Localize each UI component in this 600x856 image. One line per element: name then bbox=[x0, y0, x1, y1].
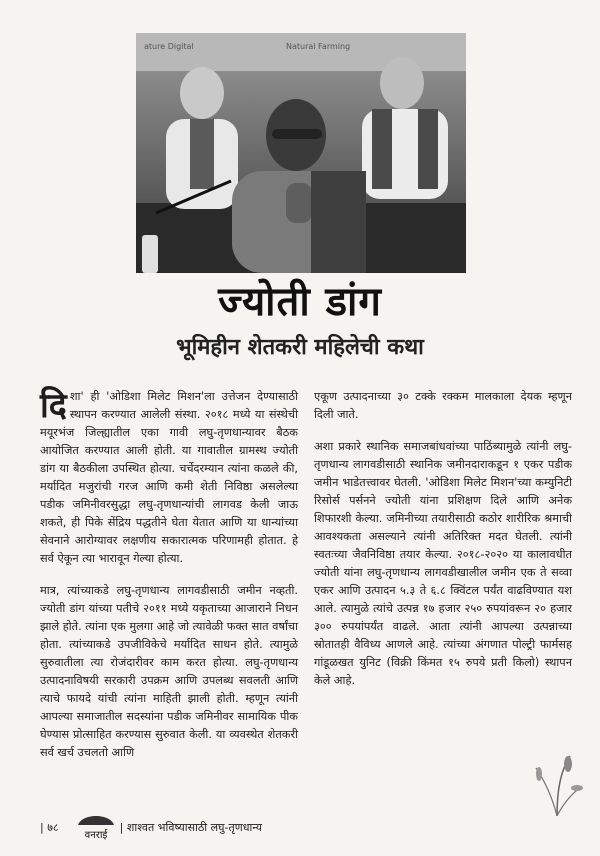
drop-cap: दि bbox=[40, 386, 67, 426]
paragraph-1 bbox=[40, 388, 298, 568]
article-title: ज्योती डांग bbox=[218, 279, 382, 325]
left-column bbox=[40, 388, 298, 776]
photo-banner-text-2: Natural Farming bbox=[286, 42, 351, 51]
article-subtitle: भूमिहीन शेतकरी महिलेची कथा bbox=[176, 335, 424, 360]
logo-text: वनराई bbox=[84, 830, 108, 841]
paragraph-1-text: शा' ही 'ओडिशा मिलेट मिशन'ला उत्तेजन देण्यासाठी स्थापन करण्यात आलेली संस्था. २०१८ मध्ये या संस्थेची मयूरभंज जिल्ह्यातील एका गावी लघु-तृणधान्यावर बैठक आयोजित करण्यात आली होती. या गावातील ग्रामस्थ ज्योती डांग या बैठकीला उपस्थित होत्या. चर्चेदरम्यान त्यांना कळले की, मर्यादित मजुरांची गरज आणि कमी शेती निविष्ठा असलेल्या पडीक जमिनीवरसुद्धा लघु-तृणधान्यांची लागवड केली जाऊ शकते, ही पिके सेंद्रिय पद्धतीने घेता येतात आणि या धान्यांच्या सेवनाने आरोग्यावर लक्षणीय सकारात्मक परिणामही होतात. हे सर्व ऐकून त्या भारावून गेल्या होत्या. bbox=[40, 390, 298, 565]
article-photo bbox=[136, 33, 466, 273]
vanarai-logo-icon bbox=[72, 811, 120, 841]
right-column bbox=[314, 388, 572, 704]
photo-banner-text-1: ature Digital bbox=[144, 42, 194, 51]
paragraph-3: एकूण उत्पादनाच्या ३० टक्के रक्कम मालकाला देयक म्हणून दिली जाते. bbox=[314, 390, 572, 421]
photo-illustration bbox=[136, 33, 466, 273]
page-number-separator: | bbox=[40, 821, 48, 834]
page-number: ७८ bbox=[47, 821, 59, 834]
paragraph-4: अशा प्रकारे स्थानिक समाजबांधवांच्या पाठिंब्यामुळे त्यांनी लघु-तृणधान्य लागवडीसाठी स्थानिक जमीनदाराकडून १ एकर पडीक जमीन भाडेतत्त्वावर घेतली. 'ओडिशा मिलेट मिशन'च्या कम्युनिटी रिसोर्स पर्सनने ज्योती यांना प्रशिक्षण दिले आणि अनेक शिफारशी केल्या. जमिनीच्या तयारीसाठी कठोर शारीरिक श्रमाची आवश्यकता असल्याने त्यांनी अतिरिक्त मदत घेतली. त्यांनी स्वतःच्या जैवनिविष्ठा तयार केल्या. २०१८-२०२० या कालावधीत ज्योती यांना लघु-तृणधान्य लागवडीखालील जमीन एक ते सव्वा एकर आणि उत्पादन ५.३ ते ६.८ क्विंटल पर्यंत वाढविण्यात यश आले. त्यामुळे त्यांचे उत्पन्न १७ हजार २५० रुपयांवरून २० हजार ३०० रुपयांपर्यंत वाढले. आता त्यांनी आपल्या उत्पन्नाच्या स्रोतातही वैविध्य आणले आहे. त्यांच्या अंगणात पोल्ट्री फार्मसह गांडूळखत युनिट (विक्री किंमत १५ रुपये प्रती किलो) स्थापन केले आहे. bbox=[314, 440, 572, 687]
publication-name: शाश्वत भविष्यासाठी लघु-तृणधान्य bbox=[126, 821, 262, 834]
paragraph-2: मात्र, त्यांच्याकडे लघु-तृणधान्य लागवडीसाठी जमीन नव्हती. ज्योती डांग यांच्या पतीचे २०११ मध्ये यकृताच्या आजाराने निधन झाले होते. त्यांना एक मुलगा आहे जो त्यावेळी फक्त सात वर्षांचा होता. त्यांच्याकडे उपजीविकेचे मर्यादित साधन होते. त्यामुळे सुरुवातीला त्या रोजंदारीवर काम करत होत्या. लघु-तृणधान्य उत्पादनाविषयी सरकारी उपक्रम आणि उपलब्ध सवलती आणि त्याचे फायदे यांची त्यांना माहिती झाली होती. म्हणून त्यांनी आपल्या समाजातील सदस्यांना पडीक जमिनीवर सामायिक पीक घेण्यास प्रोत्साहित करण्यास सुरुवात केली. या व्यवस्थेत शेतकरी सर्व खर्च उचलतो आणि bbox=[40, 584, 299, 759]
millet-illustration-icon bbox=[530, 752, 584, 816]
footer-separator: | bbox=[119, 821, 127, 834]
